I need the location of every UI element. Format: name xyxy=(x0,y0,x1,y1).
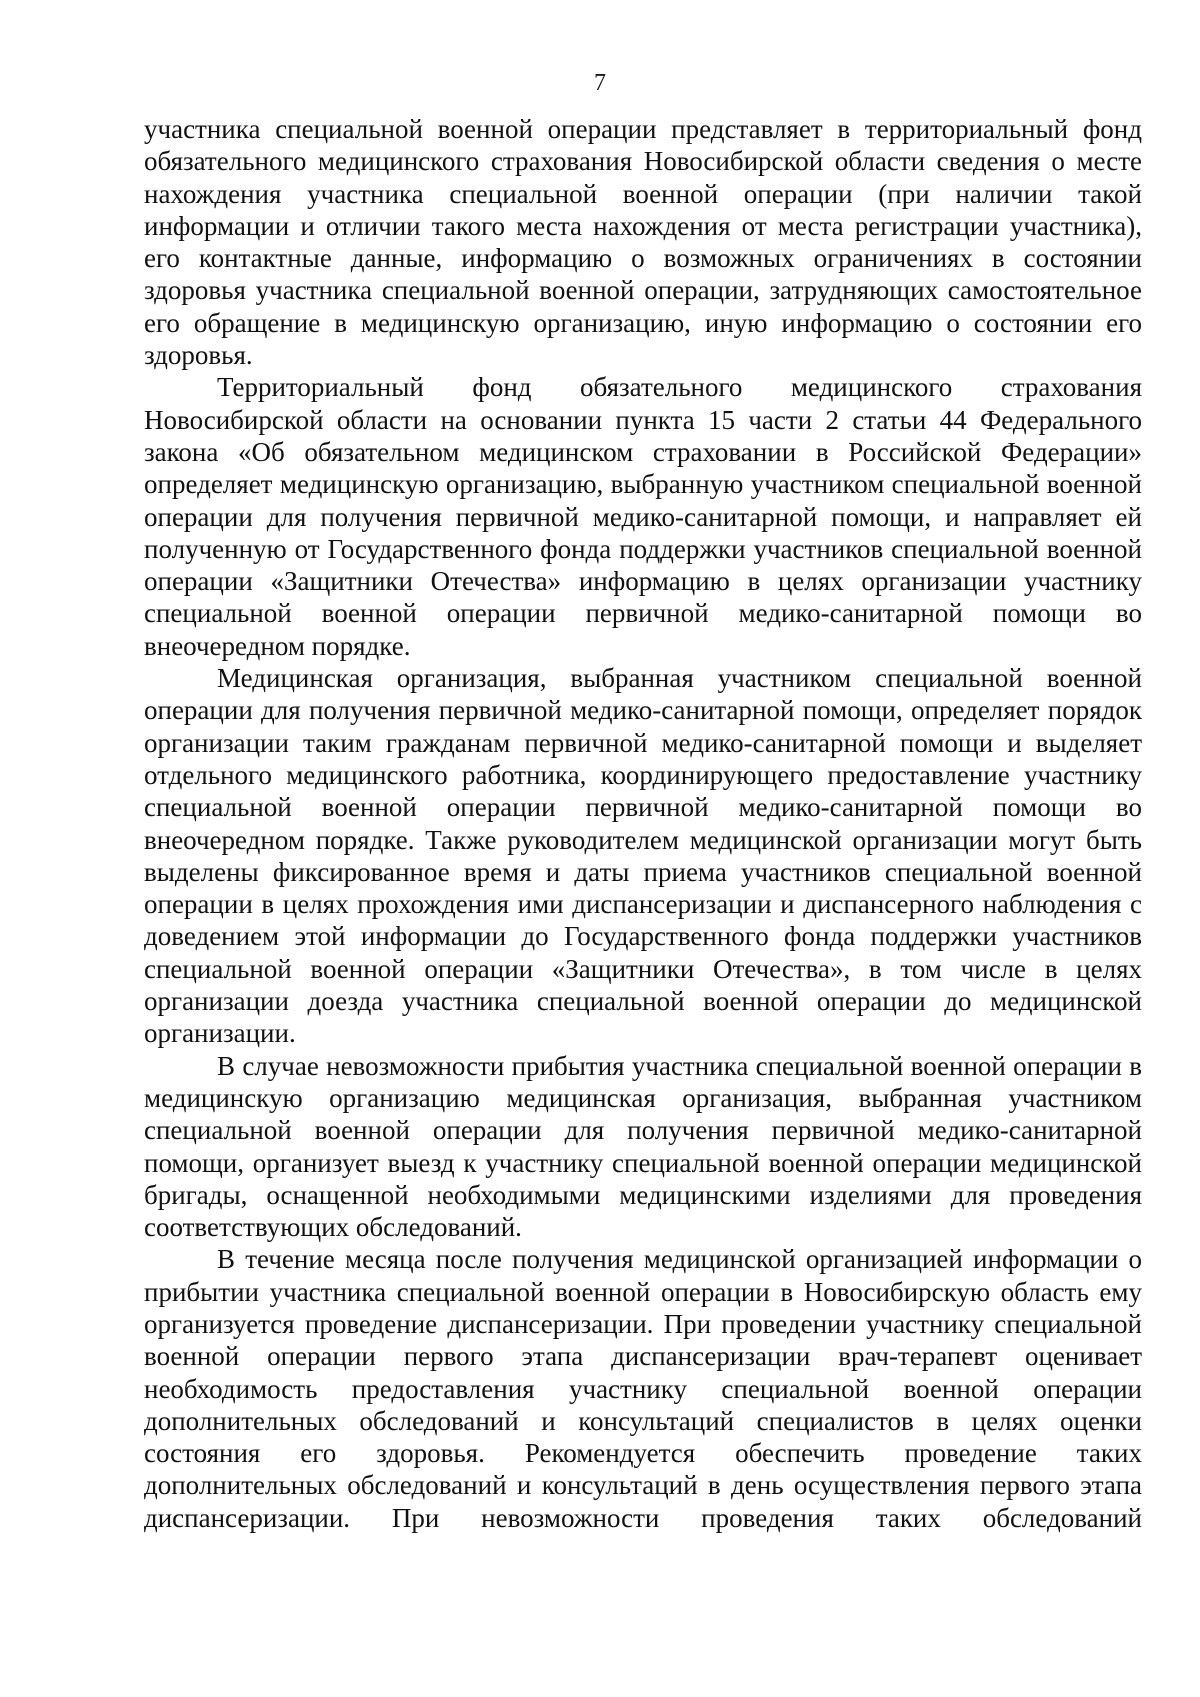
paragraph: Территориальный фонд обязательного медицинского страхования Новосибирской области на основании пункта 15 части 2 статьи 44 Федерального закона «Об обязательном медицинском страховании в Российской Федерации» определяет медицинскую организацию, выбранную участником специальной военной операции для получения первичной медико-санитарной помощи, и направляет ей полученную от Государственного фонда поддержки участников специальной военной операции «Защитники Отечества» информацию в целях организации участнику специальной военной операции первичной медико-санитарной помощи во внеочередном порядке. xyxy=(144,372,1142,661)
paragraph: В течение месяца после получения медицинской организацией информации о прибытии участника специальной военной операции в Новосибирскую область ему организуется проведение диспансеризации. При проведении участнику специальной военной операции первого этапа диспансеризации врач-терапевт оценивает необходимость предоставления участнику специальной военной операции дополнительных обследований и консультаций специалистов в целях оценки состояния его здоровья. Рекомендуется обеспечить проведение таких дополнительных обследований и консультаций в день осуществления первого этапа диспансеризации. При невозможности проведения таких обследований xyxy=(144,1244,1142,1533)
document-body xyxy=(144,113,1142,1534)
paragraph: участника специальной военной операции представляет в территориальный фонд обязательного медицинского страхования Новосибирской области сведения о месте нахождения участника специальной военной операции (при наличии такой информации и отличии такого места нахождения от места регистрации участника), его контактные данные, информацию о возможных ограничениях в состоянии здоровья участника специальной военной операции, затрудняющих самостоятельное его обращение в медицинскую организацию, иную информацию о состоянии его здоровья. xyxy=(144,114,1142,371)
paragraph: Медицинская организация, выбранная участником специальной военной операции для получения первичной медико-санитарной помощи, определяет порядок организации таким гражданам первичной медико-санитарной помощи и выделяет отдельного медицинского работника, координирующего предоставление участнику специальной военной операции первичной медико-санитарной помощи во внеочередном порядке. Также руководителем медицинской организации могут быть выделены фиксированное время и даты приема участников специальной военной операции в целях прохождения ими диспансеризации и диспансерного наблюдения с доведением этой информации до Государственного фонда поддержки участников специальной военной операции «Защитники Отечества», в том числе в целях организации доезда участника специальной военной операции до медицинской организации. xyxy=(144,663,1142,1049)
page-number: 7 xyxy=(594,70,606,96)
paragraph: В случае невозможности прибытия участника специальной военной операции в медицинскую организацию медицинская организация, выбранная участником специальной военной операции для получения первичной медико-санитарной помощи, организует выезд к участнику специальной военной операции медицинской бригады, оснащенной необходимыми медицинскими изделиями для проведения соответствующих обследований. xyxy=(144,1050,1142,1243)
